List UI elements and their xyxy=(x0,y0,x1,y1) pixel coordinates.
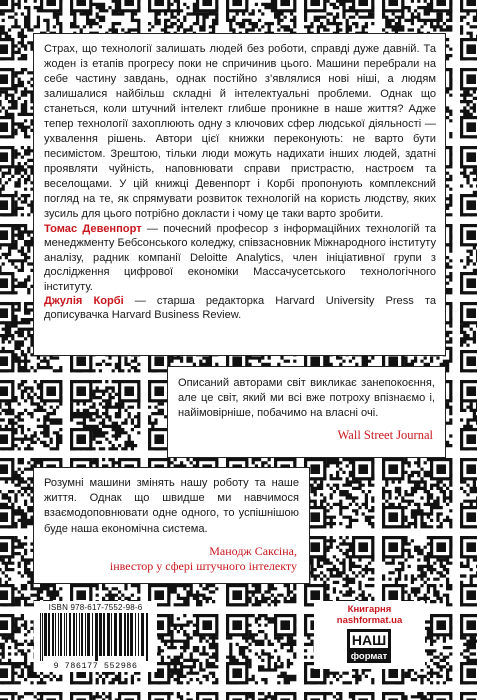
review-quote-text: Розумні машини змінять нашу роботу та наше життя. Однак що швидше ми навчимося взаємодоповнювати одне одного, то успішнішою буде наша економічна система. xyxy=(44,477,299,535)
quote-author-role: інвестор у сфері штучного інтелекту xyxy=(109,558,297,573)
author-name-kirby: Джулія Корбі xyxy=(44,295,124,308)
description-panel xyxy=(33,33,446,356)
barcode-icon xyxy=(38,613,153,661)
review-quote-source xyxy=(44,544,297,574)
review-quote-saksena xyxy=(33,467,310,584)
author-bio-davenport-text: — почесний професор з інформаційних технологій та менеджменту Бебсонського коледжу, співзасновник Міжнародного інституту аналізу, радник компанії Deloitte Analytics, член ініціативної групи з дослідження цифрової економіки Массачусетського технологічного інституту. xyxy=(44,223,437,293)
bookstore-badge xyxy=(314,601,425,669)
author-bio-kirby xyxy=(44,294,436,323)
svg-text:НАШ: НАШ xyxy=(351,632,387,648)
isbn-barcode xyxy=(34,601,157,672)
quote-author-name: Манодж Саксіна, xyxy=(209,543,297,558)
author-bio-davenport xyxy=(44,222,436,294)
author-name-davenport: Томас Девенпорт xyxy=(44,223,142,235)
review-quote-text: Описаний авторами світ викликає занепокоєння, але це світ, який ми всі вже потроху впізнаємо і, найімовірніше, побачимо на власні очі. xyxy=(178,377,435,420)
book-description: Страх, що технології залишать людей без роботи, справді дуже давній. Та жоден із етапів прогресу поки не спричинив цього. Машини перебрали на себе частину завдань, однак постійно з’являлися нові ніші, а людям залишалися найбільш складні й інтелектуальні проблеми. Однак що станеться, коли штучний інтелект глибше проникне в наше життя? Адже тепер технології захоплюють одну з ключових сфер людської діяльності — ухвалення рішень. Автори цієї книжки переконують: не варто бути песимістом. Зрештою, тільки люди можуть надихати інших людей, здатні проявляти чуйність, наповнювати справи пристрастю, настроєм та веселощами. У цій книжці Девенпорт і Корбі пропонують комплексний погляд на те, як спрямувати розвиток технологій на користь людству, яких зусиль для цього потрібно докласти і чому це таки варто зробити. xyxy=(44,43,436,220)
bookstore-label xyxy=(314,604,425,626)
bookstore-url: nashformat.ua xyxy=(336,615,403,626)
nash-format-logo xyxy=(347,629,391,663)
barcode-digits: 9 786177 552986 xyxy=(53,661,138,671)
review-quote-wsj xyxy=(167,366,446,458)
svg-text:формат: формат xyxy=(350,651,388,662)
author-bio-kirby-text: — старша редакторка Harvard University Press та дописувачка Harvard Business Review. xyxy=(44,295,436,322)
review-quote-source: Wall Street Journal xyxy=(337,427,433,442)
bookstore-label-line1: Книгарня xyxy=(347,604,392,615)
isbn-number: ISBN 978-617-7552-98-6 xyxy=(48,603,143,612)
